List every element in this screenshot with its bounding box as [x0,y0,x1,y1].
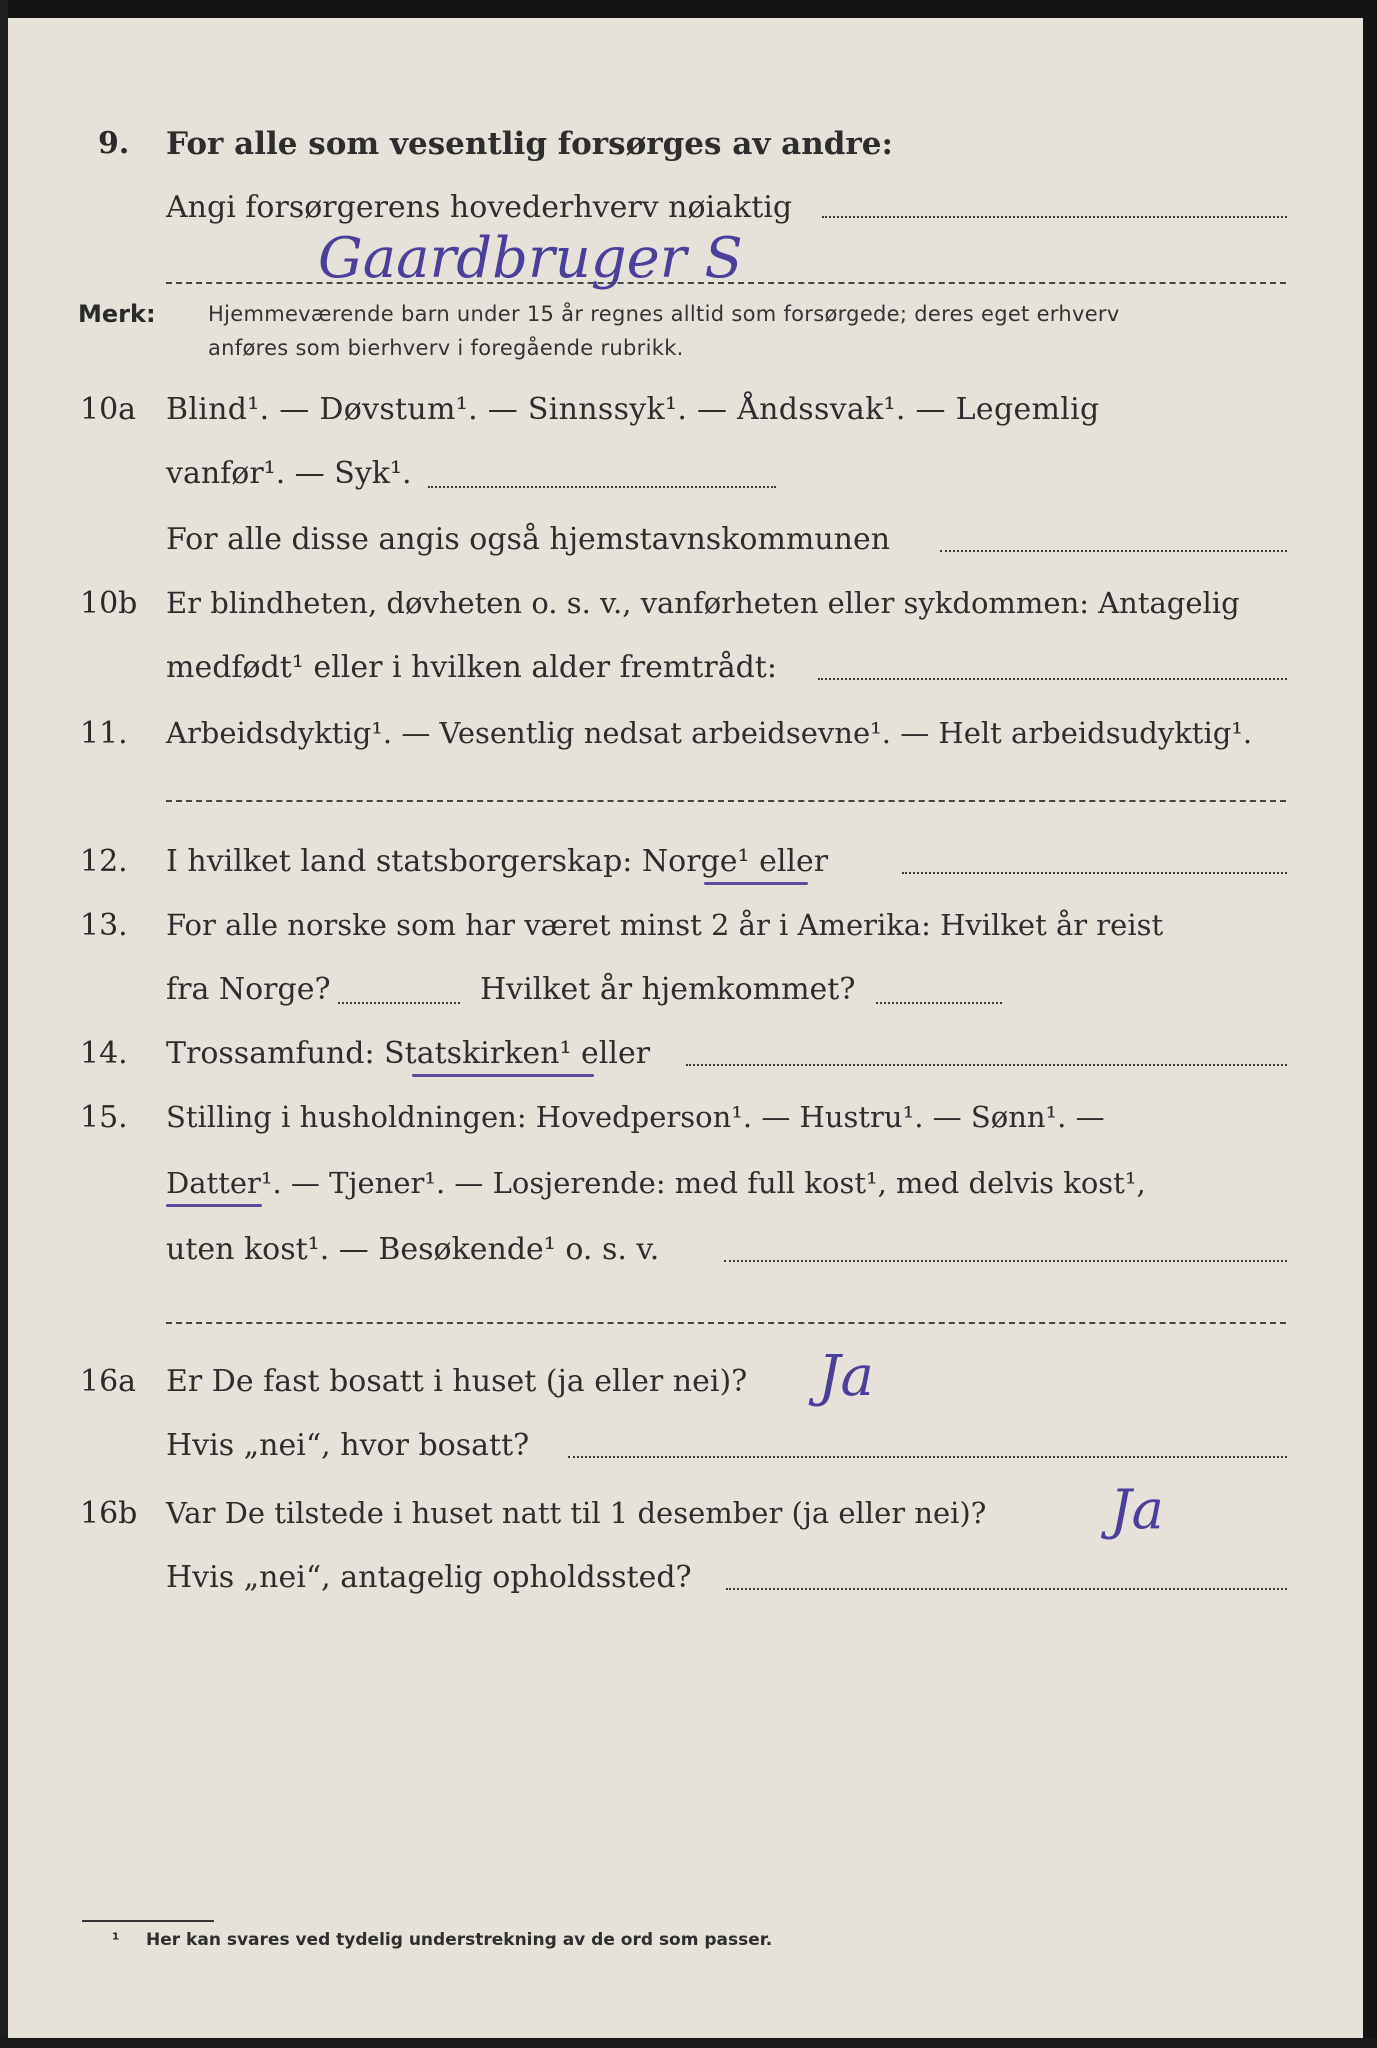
q9-fill-line [822,216,1287,218]
q10a-line1: Blind¹. — Døvstum¹. — Sinnssyk¹. — Åndssvak¹. — Legemlig [166,392,1100,427]
merk-label: Merk: [78,300,156,328]
q15-datter-underline [166,1204,262,1207]
q13-line1: For alle norske som har været minst 2 år i Amerika: Hvilket år reist [166,908,1164,942]
q12-line1: I hvilket land statsborgerskap: Norge¹ eller [166,844,829,879]
q15-line3: uten kost¹. — Besøkende¹ o. s. v. [166,1232,660,1267]
q12-norge-underline [704,882,808,885]
footnote-mark: ¹ [112,1930,120,1950]
q13-number: 13. [80,908,128,943]
q11-line1: Arbeidsdyktig¹. — Vesentlig nedsat arbeidsevne¹. — Helt arbeidsudyktig¹. [166,716,1253,750]
q11-answer-line [166,800,1286,802]
q14-line1: Trossamfund: Statskirken¹ eller [166,1036,651,1071]
q10a-number: 10a [80,392,137,427]
q9-heading: For alle som vesentlig forsørges av andre: [166,126,893,162]
q10b-fill-line [818,678,1287,680]
q10a-sick-fill-line [428,486,776,488]
q15-fill-line [724,1260,1287,1262]
q14-fill-line [686,1064,1287,1066]
q16a-line2: Hvis „nei“, hvor bosatt? [166,1428,530,1463]
q16a-line1: Er De fast bosatt i huset (ja eller nei)? [166,1364,748,1399]
q11-number: 11. [80,716,128,751]
footnote-rule [82,1920,214,1922]
scan-edge-top [0,0,1377,18]
q13-year-left-fill-line [338,1002,460,1004]
q10b-number: 10b [80,586,138,621]
q10a-line2: vanfør¹. — Syk¹. [166,456,412,491]
q13-line2b: Hvilket år hjemkommet? [480,972,856,1007]
q13-year-returned-fill-line [876,1002,1002,1004]
q13-line2a: fra Norge? [166,972,331,1007]
q12-fill-line [902,872,1287,874]
q9-number: 9. [98,126,130,161]
q9-provider-occupation-label: Angi forsørgerens hovederhverv nøiaktig [166,190,793,225]
q15-answer-line [166,1322,1286,1324]
scan-edge-bottom [0,2038,1377,2048]
q10b-line2: medfødt¹ eller i hvilken alder fremtrådt: [166,650,777,685]
q15-number: 15. [80,1100,128,1135]
scan-edge-left [0,0,8,2048]
q9-answer-line [166,282,1286,284]
q14-statskirken-underline [412,1074,594,1077]
q16b-fill-line [726,1588,1287,1590]
q15-line1: Stilling i husholdningen: Hovedperson¹. — Hustru¹. — Sønn¹. — [166,1100,1105,1134]
q10a-line3: For alle disse angis også hjemstavnskommunen [166,522,891,557]
merk-note-line1: Hjemmeværende barn under 15 år regnes alltid som forsørgede; deres eget erhverv [208,302,1120,326]
q16b-line1: Var De tilstede i huset natt til 1 desember (ja eller nei)? [166,1496,987,1530]
q9-handwritten-answer: Gaardbruger S [318,226,743,291]
q10a-home-municipality-fill-line [940,550,1287,552]
q16a-handwritten-answer: Ja [818,1344,874,1409]
scan-edge-right [1363,0,1377,2048]
merk-note-line2: anføres som bierhverv i foregående rubrikk. [208,336,684,360]
q16b-line2: Hvis „nei“, antagelig opholdssted? [166,1560,692,1595]
q16a-number: 16a [80,1364,137,1399]
q12-number: 12. [80,844,128,879]
q16b-number: 16b [80,1496,138,1531]
q15-line2: Datter¹. — Tjener¹. — Losjerende: med full kost¹, med delvis kost¹, [166,1166,1146,1200]
footnote-text: Her kan svares ved tydelig understrekning av de ord som passer. [146,1930,773,1950]
q10b-line1: Er blindheten, døvheten o. s. v., vanførheten eller sykdommen: Antagelig [166,586,1240,620]
q16b-handwritten-answer: Ja [1110,1478,1164,1541]
q16a-fill-line [568,1456,1287,1458]
q14-number: 14. [80,1036,128,1071]
